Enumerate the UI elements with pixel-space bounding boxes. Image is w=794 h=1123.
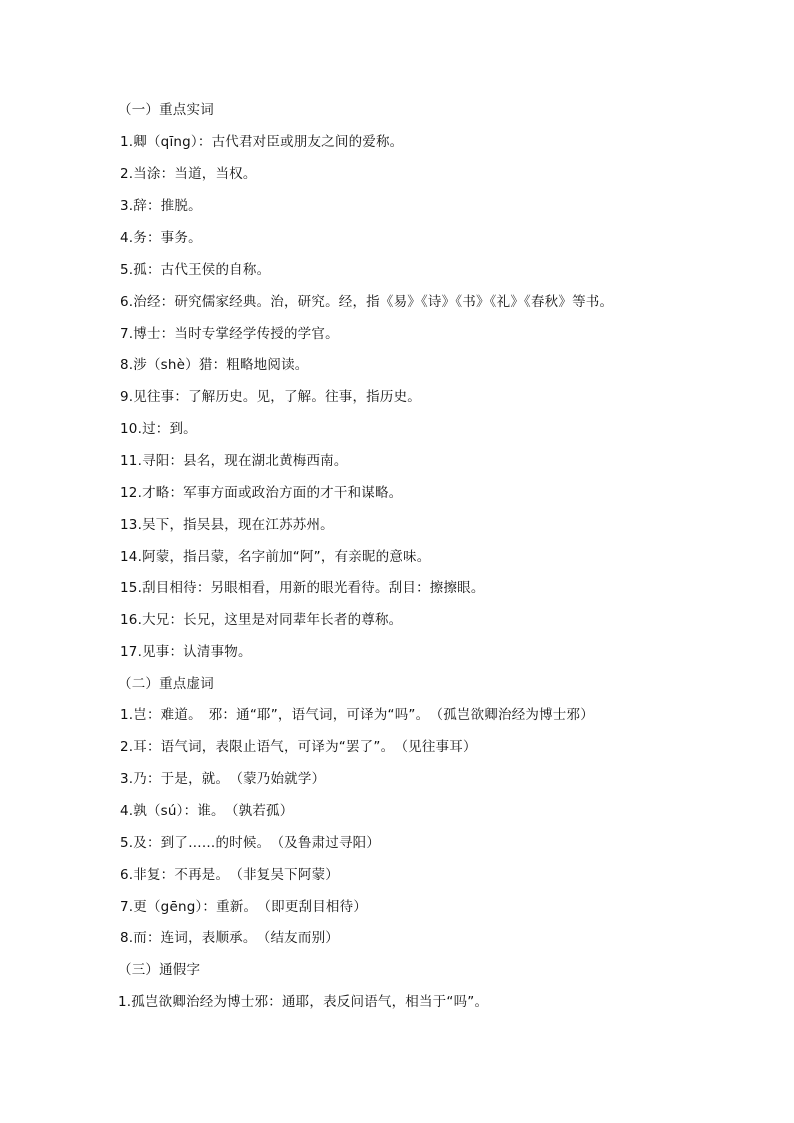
list-item: 6.非复：不再是。 （非复吴下阿蒙）: [120, 867, 339, 883]
list-item: 11.寻阳：县名，现在湖北黄梅西南。: [120, 453, 348, 469]
list-item: 13.吴下，指吴县，现在江苏苏州。: [120, 517, 334, 533]
list-item: 3.辞：推脱。: [120, 198, 202, 214]
list-item: 15.刮目相待：另眼相看，用新的眼光看待。刮目：擦擦眼。: [120, 580, 485, 596]
list-item: 9.见往事：了解历史。见，了解。往事，指历史。: [120, 389, 421, 405]
section-heading-key-function-words: （二）重点虚词: [118, 676, 214, 692]
list-item: 5.及：到了……的时候。 （及鲁肃过寻阳）: [120, 835, 381, 851]
list-item: 4.务：事务。: [120, 230, 202, 246]
list-item: 1.卿（qīng）：古代君对臣或朋友之间的爱称。: [120, 134, 404, 150]
list-item: 17.见事：认清事物。: [120, 644, 252, 660]
list-item: 2.耳：语气词，表限止语气，可译为“罢了”。 （见往事耳）: [120, 739, 477, 755]
list-item: 7.更（gēng）：重新。 （即更刮目相待）: [120, 899, 368, 915]
list-item: 2.当涂：当道，当权。: [120, 166, 257, 182]
list-item: 10.过：到。: [120, 421, 197, 437]
list-item: 16.大兄：长兄，这里是对同辈年长者的尊称。: [120, 612, 403, 628]
list-item: 4.孰（sú）：谁。 （孰若孤）: [120, 803, 294, 819]
list-item: 12.才略：军事方面或政治方面的才干和谋略。: [120, 485, 403, 501]
list-item: 8.而：连词，表顺承。 （结友而别）: [120, 930, 339, 946]
list-item: 8.涉（shè）猎：粗略地阅读。: [120, 357, 309, 373]
list-item: 5.孤：古代王侯的自称。: [120, 262, 271, 278]
section-heading-key-content-words: （一）重点实词: [118, 102, 214, 118]
list-item: 6.治经：研究儒家经典。治，研究。经，指《易》《诗》《书》《礼》《春秋》等书。: [120, 294, 614, 310]
list-item: 1.孤岂欲卿治经为博士邪：通耶，表反问语气，相当于“吗”。: [118, 994, 489, 1010]
section-heading-interchangeable-characters: （三）通假字: [118, 962, 201, 978]
list-item: 3.乃：于是，就。 （蒙乃始就学）: [120, 771, 326, 787]
list-item: 14.阿蒙，指吕蒙，名字前加“阿”，有亲昵的意味。: [120, 549, 431, 565]
list-item: 1.岂：难道。 邪：通“耶”，语气词，可译为“吗”。 （孤岂欲卿治经为博士邪）: [120, 707, 594, 723]
list-item: 7.博士：当时专掌经学传授的学官。: [120, 326, 339, 342]
